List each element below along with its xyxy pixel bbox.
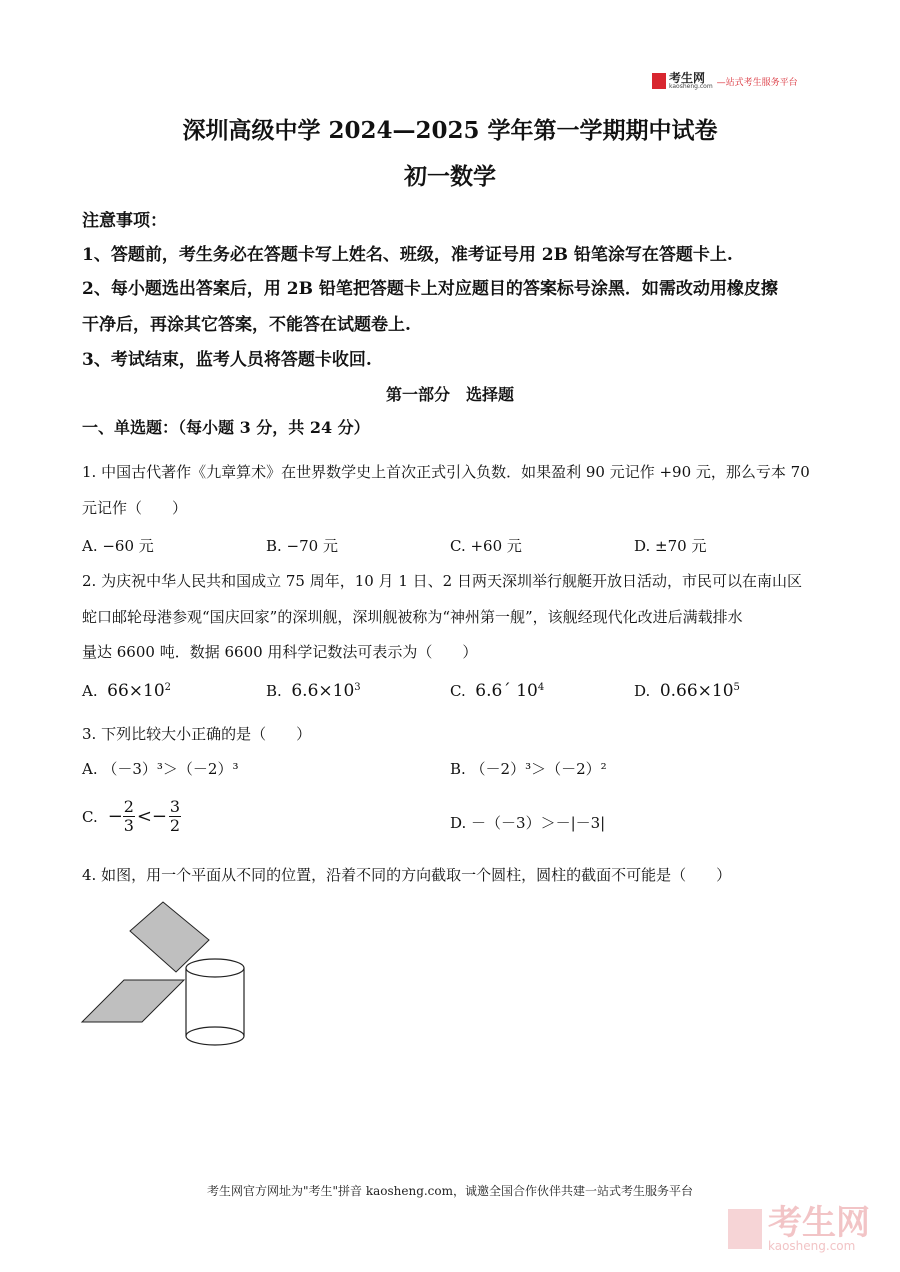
logo-icon <box>652 73 666 89</box>
q3-c-numerator-2: 3 <box>169 797 181 816</box>
q1-option-d: D. ±70 元 <box>634 537 707 555</box>
q2-option-d-base: 0.66×10 <box>659 681 734 701</box>
section-heading: 一、单选题：（每小题 3 分，共 24 分） <box>82 418 370 437</box>
q3-option-a: A. （－3）³＞（－2）³ <box>82 760 239 778</box>
watermark-logo-icon <box>728 1209 762 1249</box>
q3-option-d: D. －（－3）＞－|－3| <box>450 814 606 832</box>
q2-option-a <box>82 681 171 701</box>
q4-cylinder-figure <box>78 896 258 1056</box>
q2-option-c <box>450 681 544 701</box>
q3-c-denominator-1: 3 <box>123 816 134 835</box>
q3-option-c-fraction-1 <box>123 798 135 835</box>
notes-heading: 注意事项： <box>82 211 167 231</box>
q2-option-d <box>634 681 740 701</box>
q1-option-b: B. −70 元 <box>266 537 338 555</box>
q1-stem-line-2: 元记作（ ） <box>82 499 188 517</box>
q2-option-b-label: B. <box>266 682 282 700</box>
page-title: 深圳高级中学 2024—2025 学年第一学期期中试卷 <box>182 117 718 144</box>
q3-option-c: C. − $\frac{2}{3}$ <− $\frac{3}{2}$ <box>82 797 181 835</box>
q1-option-c: C. +60 元 <box>450 537 522 555</box>
q2-option-b-base: 6.6×10 <box>291 681 355 701</box>
watermark-domain: kaosheng.com <box>768 1239 856 1253</box>
q2-option-c-label: C. <box>450 682 466 700</box>
q2-option-d-label: D. <box>634 682 651 700</box>
q3-option-b: B. （－2）³＞（－2）² <box>450 760 607 778</box>
q1-option-a: A. −60 元 <box>82 537 154 555</box>
q2-option-c-base: 6.6´ 10 <box>475 681 538 701</box>
note-item-3: 3、考试结束，监考人员将答题卡收回. <box>82 350 372 370</box>
footer-text: 考生网官方网址为"考生"拼音 kaosheng.com，诚邀全国合作伙伴共建一站式考生服务平台 <box>206 1184 694 1198</box>
cylinder-shape <box>186 959 244 1045</box>
q2-option-a-base: 66×10 <box>107 681 165 701</box>
page-subtitle: 初一数学 <box>404 163 496 190</box>
q4-stem: 4. 如图，用一个平面从不同的位置，沿着不同的方向截取一个圆柱，圆柱的截面不可能是（ ） <box>82 866 732 884</box>
logo-domain: kaosheng.com <box>669 83 713 90</box>
note-item-2-line-2: 干净后，再涂其它答案，不能答在试题卷上. <box>82 315 411 335</box>
q2-option-d-exp: 5 <box>733 682 740 693</box>
q2-option-b <box>266 681 361 701</box>
watermark <box>728 1203 870 1253</box>
q3-stem: 3. 下列比较大小正确的是（ ） <box>82 725 312 743</box>
logo-name: 考生网 <box>669 71 706 85</box>
q2-stem-line-1: 2. 为庆祝中华人民共和国成立 75 周年，10 月 1 日、2 日两天深圳举行舰艇开放日活动，市民可以在南山区 <box>82 572 802 590</box>
q2-stem-line-3: 量达 6600 吨．数据 6600 用科学记数法可表示为（ ） <box>82 643 478 661</box>
q2-option-b-exp: 3 <box>354 682 361 693</box>
q3-c-numerator-1: 2 <box>123 797 134 816</box>
q3-option-c-fraction-2 <box>169 798 181 835</box>
q2-option-a-exp: 2 <box>164 682 172 693</box>
q1-stem-line-1: 1. 中国古代著作《九章算术》在世界数学史上首次正式引入负数．如果盈利 90 元记作 +90 元，那么亏本 70 <box>82 463 810 481</box>
cut-plane-lower <box>82 980 184 1022</box>
note-item-2-line-1: 2、每小题选出答案后，用 2B 铅笔把答题卡上对应题目的答案标号涂黑．如需改动用橡皮擦 <box>82 279 778 299</box>
watermark-name: 考生网 <box>768 1203 870 1243</box>
q2-stem-line-2: 蛇口邮轮母港参观“国庆回家”的深圳舰，深圳舰被称为“神州第一舰”，该舰经现代化改进后满载排水 <box>82 608 743 626</box>
logo-slogan: —站式考生服务平台 <box>716 77 798 88</box>
note-item-1: 1、答题前，考生务必在答题卡写上姓名、班级，准考证号用 2B 铅笔涂写在答题卡上. <box>82 245 733 265</box>
part-title: 第一部分 选择题 <box>385 385 514 404</box>
q2-option-a-label: A. <box>82 682 98 700</box>
q3-c-denominator-2: 2 <box>169 816 181 835</box>
q3-option-c-label: C. <box>82 807 98 826</box>
header-logo <box>652 72 798 90</box>
q2-option-c-exp: 4 <box>537 682 545 693</box>
